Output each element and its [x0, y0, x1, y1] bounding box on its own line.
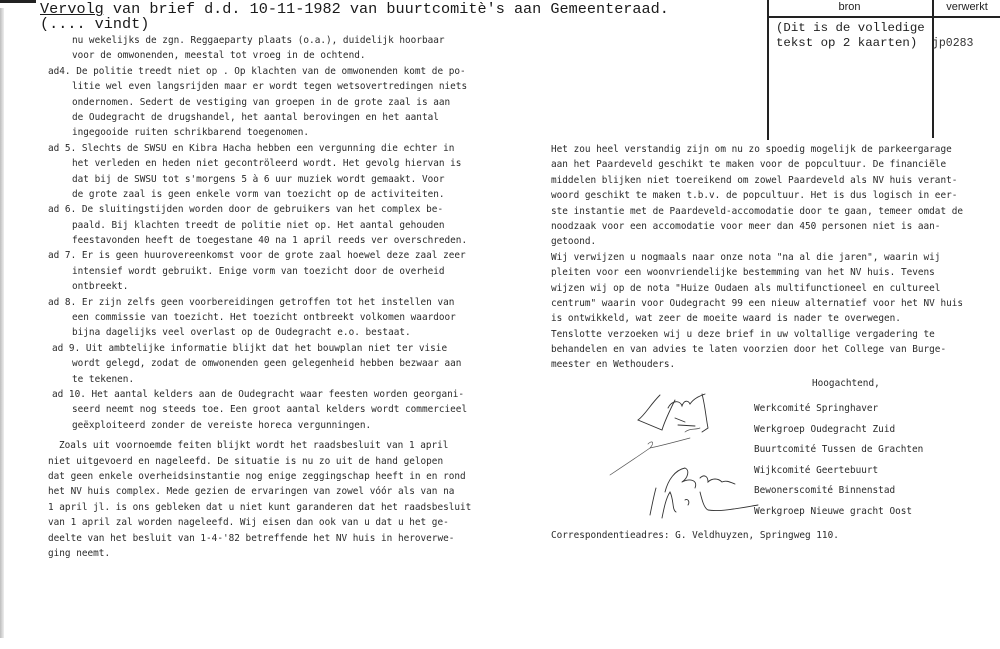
title-rest: van brief d.d. 10-11-1982 van buurtcomitè's aan Gemeenteraad.: [103, 0, 669, 18]
numbered-item-line: ad 8. Er zijn zelfs geen voorbereidingen getroffen tot het instellen van: [48, 296, 455, 308]
continuation-line: dat bij de SWSU tot s'morgens 5 à 6 uur muziek wordt gemaakt. Voor: [72, 173, 445, 185]
paragraph-line: van 1 april zal worden nageleefd. Wij eisen dan ook van u dat u het ge-: [48, 517, 449, 529]
paragraph-line: 1 april jl. is ons gebleken dat u niet kunt garanderen dat het raadsbesluit: [48, 501, 472, 513]
paragraph-line: het NV huis complex. Mede gezien de ervaringen van zowel vóór als van na: [48, 486, 455, 498]
box-divider-rule: [932, 0, 934, 138]
signatory: Werkgroep Oudegracht Zuid: [754, 423, 896, 435]
top-edge-mark: [0, 0, 36, 3]
body-line: Tenslotte verzoeken wij u deze brief in uw voltallige vergadering te: [551, 328, 935, 340]
body-line: behandelen en van advies te laten voorzien door het College van Burge-: [551, 344, 947, 356]
body-line: is ontwikkeld, wat zeer de moeite waard is nader te overwegen.: [551, 313, 901, 325]
signature-2: [610, 428, 700, 475]
continuation-line: paald. Bij klachten treedt de politie niet op. Het aantal gehouden: [72, 219, 445, 231]
numbered-item-line: ad 7. Er is geen huurovereenkomst voor de grote zaal hoewel deze zaal zeer: [48, 250, 466, 262]
box-left-rule: [767, 0, 769, 140]
continuation-line: wordt gelegd, zodat de omwonenden geen gelegenheid hebben bezwaar aan: [72, 358, 462, 370]
continuation-line: de grote zaal is geen enkele vorm van toezicht op de activiteiten.: [72, 188, 445, 200]
signatory: Wijkcomité Geertebuurt: [754, 464, 879, 476]
numbered-item-line: ad 10. Het aantal kelders aan de Oudegracht waar feesten worden georgani-: [52, 388, 465, 400]
signature-4: [650, 488, 758, 518]
body-line: centrum" waarin voor Oudegracht 99 een nieuw alternatief voor het NV huis: [551, 297, 964, 309]
closing-salutation: Hoogachtend,: [812, 378, 880, 389]
continuation-line: ondernomen. Sedert de vestiging van groepen in de grote zaal is aan: [72, 96, 451, 108]
archive-box: [767, 0, 1000, 140]
continuation-line: feestavonden heeft de toegestane 40 na 1 april reeds ver overschreden.: [72, 235, 468, 247]
source-column-header: bron: [838, 1, 861, 13]
numbered-item-line: ad 5. Slechts de SWSU en Kibra Hacha hebben een vergunning die echter in: [48, 142, 455, 154]
paragraph-line: Zoals uit voornoemde feiten blijkt wordt het raadsbesluit van 1 april: [59, 440, 449, 452]
correspondence-address: Correspondentieadres: G. Veldhuyzen, Springweg 110.: [551, 530, 839, 541]
processed-code: jp0283: [932, 37, 974, 50]
signatory: Bewonerscomité Binnenstad: [754, 485, 896, 497]
continuation-line: te tekenen.: [72, 373, 135, 385]
numbered-item-line: ad 9. Uit ambtelijke informatie blijkt dat het bouwplan niet ter visie: [52, 342, 448, 354]
continuation-line: intensief wordt gebruikt. Enige vorm van toezicht door de overheid: [72, 265, 445, 277]
card-edge-shadow: [0, 8, 4, 638]
body-line: noodzaak voor een accomodatie voor meer dan 450 personen niet is aan-: [551, 220, 941, 232]
body-line: Het zou heel verstandig zijn om nu zo spoedig mogelijk de parkeergarage: [551, 144, 952, 155]
right-column-text: [551, 142, 991, 373]
continuation-marker: (.... vindt): [40, 15, 150, 33]
numbered-item-line: ad4. De politie treedt niet op . Op klachten van de omwonenden komt de po-: [48, 65, 466, 77]
continuation-line: het verleden en heden niet gecontröleerd wordt. Het gevolg hiervan is: [72, 158, 462, 170]
processed-column-header: verwerkt: [946, 1, 988, 13]
signatory: Werkcomité Springhaver: [754, 403, 879, 414]
continuation-line: seerd neemt nog steeds toe. Een groot aantal kelders wordt commercieel: [72, 404, 468, 416]
body-line: aan het Paardeveld geschikt te maken voor de popcultuur. De financiële: [551, 159, 947, 171]
body-line: woord geschikt te maken t.b.v. de popcultuur. Het is dus logisch in eer-: [551, 190, 958, 202]
signatory: Buurtcomité Tussen de Grachten: [754, 444, 924, 456]
signature-1: [638, 394, 708, 432]
title-underlined-word: Vervolg: [40, 0, 104, 18]
left-column-text: [48, 33, 528, 561]
source-note: [776, 21, 925, 51]
continuation-line: ingegooide ruiten schrikbarend toegenomen.: [72, 127, 310, 139]
continuation-line: nu wekelijks de zgn. Reggaeparty plaats (o.a.), duidelijk hoorbaar: [72, 35, 445, 46]
paragraph-line: ging neemt.: [48, 547, 111, 559]
body-line: ste instantie met de Paardeveld-accomodatie door te gaan, temeer omdat de: [551, 205, 964, 217]
continuation-line: voor de omwonenden, meestal tot vroeg in de ochtend.: [72, 50, 366, 62]
source-note-line: (Dit is de volledige: [776, 21, 925, 35]
continuation-line: bijna dagelijks veel overlast op de Oudegracht e.o. bestaat.: [72, 327, 411, 339]
body-line: meester en Wethouders.: [551, 359, 676, 371]
source-note-line: tekst op 2 kaarten): [776, 36, 918, 50]
body-line: pleiten voor een woonvriendelijke bestemming van het NV huis. Tevens: [551, 267, 935, 279]
continuation-line: de Oudegracht de drugshandel, het aantal berovingen en het aantal: [72, 111, 439, 123]
continuation-line: litie wel even langsrijden maar er wordt tegen wetsovertredingen niets: [72, 81, 468, 93]
continuation-line: geëxploiteerd zonder de vereiste horeca vergunningen.: [72, 419, 372, 431]
signature-3: [665, 468, 735, 492]
handwritten-signatures: [590, 370, 760, 540]
paragraph-line: dat geen enkele overheidsinstantie nog enige zeggingschap heeft in en rond: [48, 470, 466, 482]
body-line: getoond.: [551, 236, 597, 248]
signatory-list: [754, 399, 923, 523]
continuation-line: ontbreekt.: [72, 281, 129, 293]
box-header-rule: [767, 16, 1000, 18]
body-line: Wij verwijzen u nogmaals naar onze nota "na al die jaren", waarin wij: [551, 251, 941, 263]
body-line: middelen blijken niet toereikend om zowel Paardeveld als NV huis verant-: [551, 174, 958, 186]
paragraph-line: deelte van het besluit van 1-4-'82 betreffende het NV huis in heroverwe-: [48, 532, 455, 544]
continuation-line: een commissie van toezicht. Het toezicht ontbreekt volkomen waardoor: [72, 312, 456, 324]
numbered-item-line: ad 6. De sluitingstijden worden door de gebruikers van het complex be-: [48, 204, 444, 216]
paragraph-line: niet uitgevoerd en nageleefd. De situatie is nu zo uit de hand gelopen: [48, 455, 444, 467]
body-line: wijzen wij op de nota "Huize Oudaen als multifunctioneel en cultureel: [551, 282, 941, 294]
signatory: Werkgroep Nieuwe gracht Oost: [754, 505, 913, 517]
